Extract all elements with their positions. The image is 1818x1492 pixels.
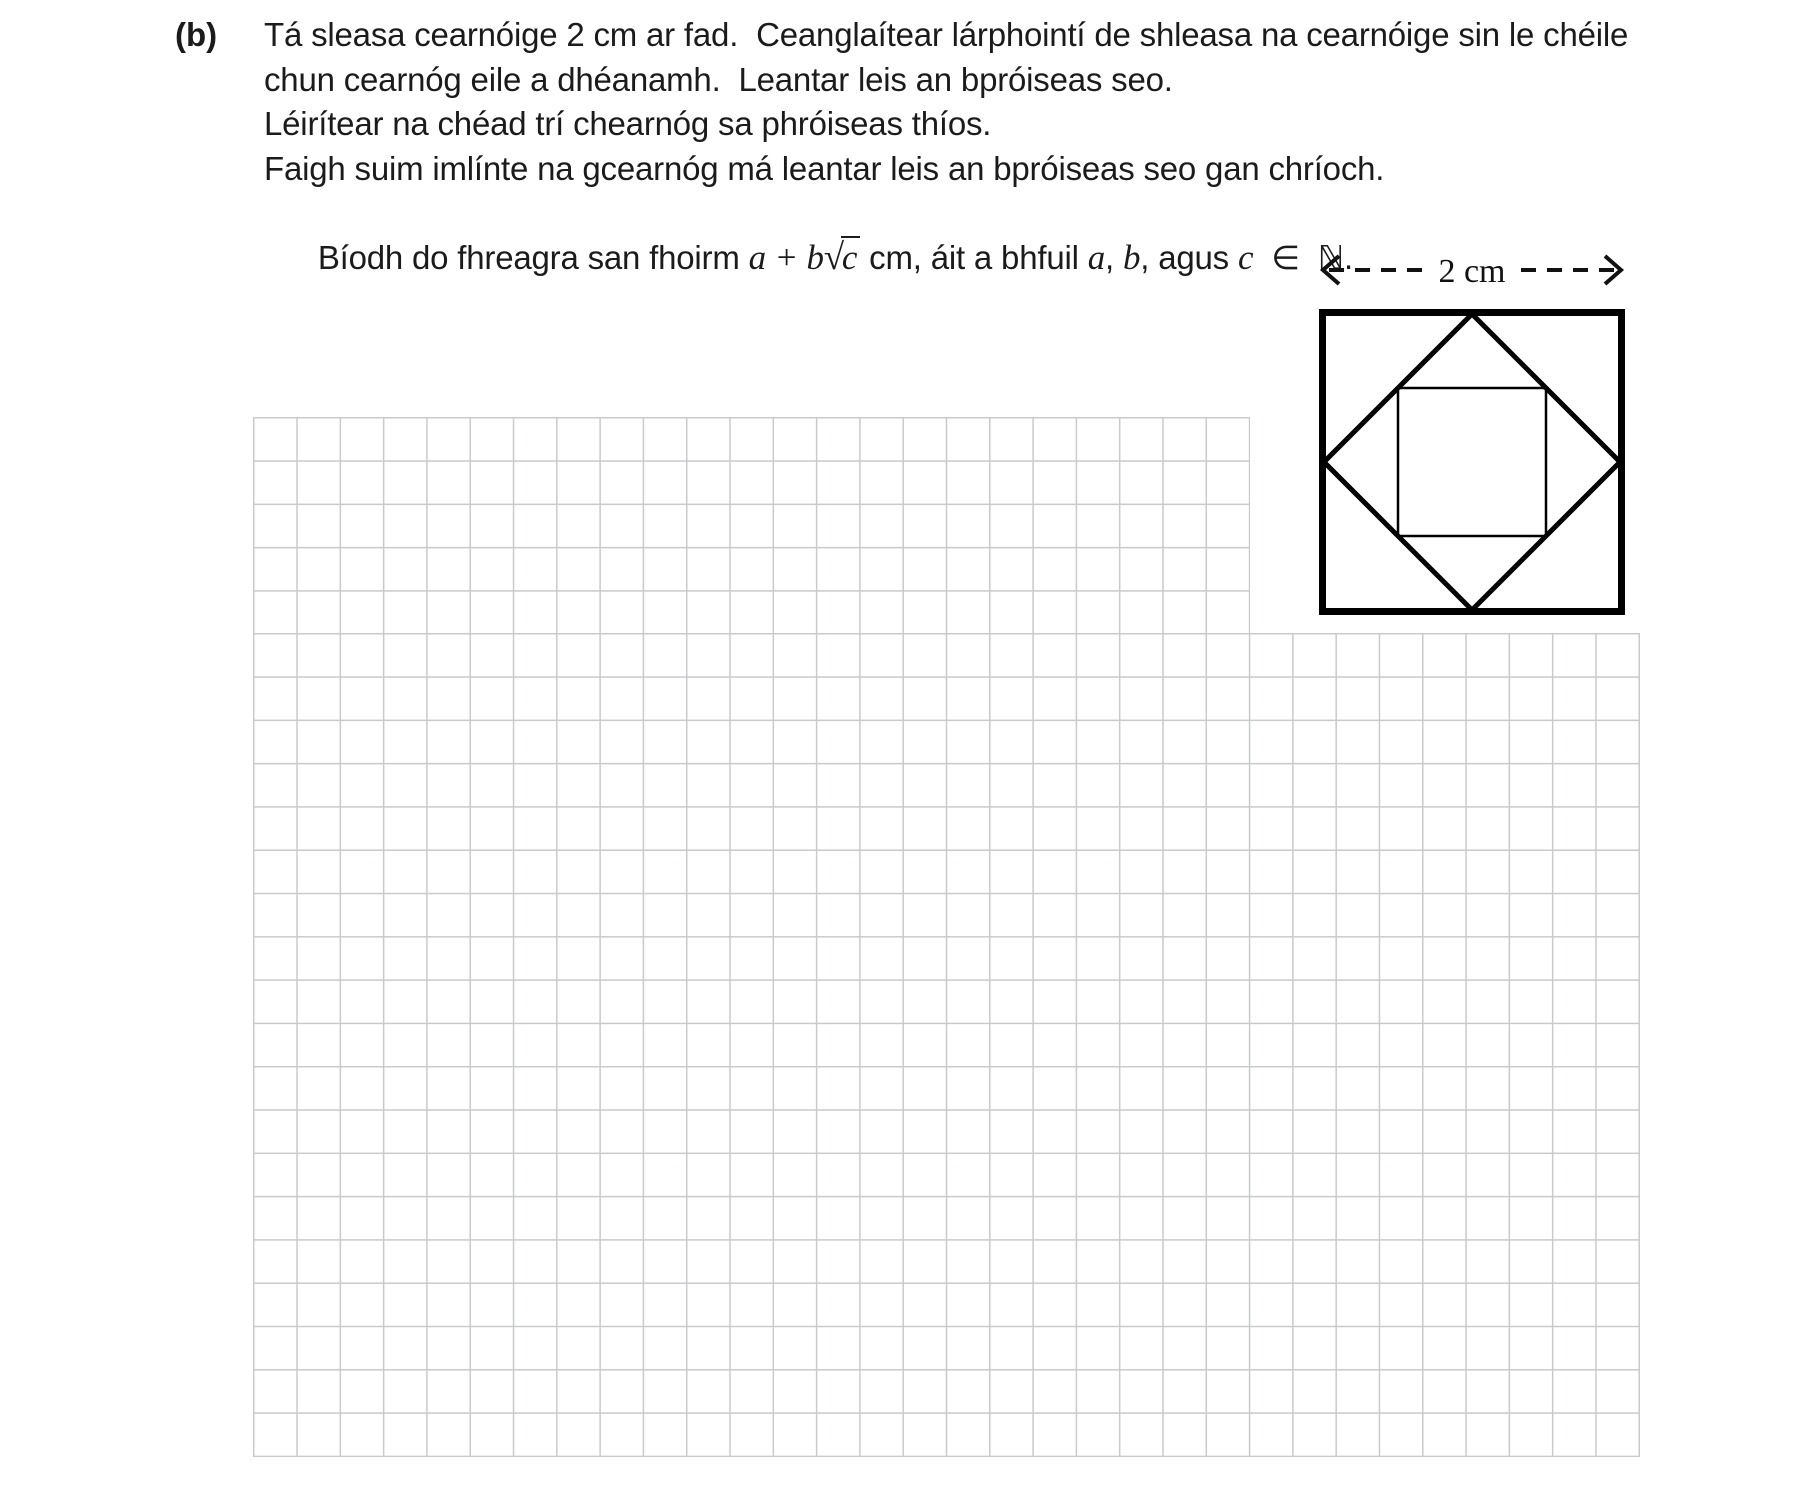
math-var-c2: c: [1237, 237, 1254, 277]
math-var-a: a: [748, 237, 766, 277]
formula-membership: ∈ ℕ.: [1253, 238, 1353, 276]
formula-sep1: ,: [1105, 238, 1123, 276]
grid-paper-lower: [253, 633, 1640, 1457]
formula-mid: cm, áit a bhfuil: [860, 238, 1088, 276]
question-line-1: Tá sleasa cearnóige 2 cm ar fad. Ceanglaítear lárphointí de shleasa na cearnóige sin le chéile: [264, 16, 1629, 53]
formula-sep2: , agus: [1140, 238, 1238, 276]
question-label: (b): [175, 16, 218, 53]
math-var-c-radicand: c: [841, 236, 860, 277]
nested-squares-figure: [1319, 309, 1625, 615]
question-line-2: chun cearnóg eile a dhéanamh. Leantar leis an bpróiseas seo.: [264, 60, 1173, 98]
outer-square: [1323, 313, 1622, 612]
question-line-4: Faigh suim imlínte na gcearnóg má leantar leis an bpróiseas seo gan chríoch.: [264, 149, 1385, 187]
middle-square-diamond: [1324, 314, 1620, 610]
math-sqrt: [823, 236, 860, 278]
dimension-text: 2 cm: [1438, 253, 1506, 290]
math-var-a2: a: [1087, 237, 1106, 277]
grid-paper-upper: [253, 417, 1250, 633]
formula-prefix: Bíodh do fhreagra san fhoirm: [317, 238, 749, 276]
math-var-b: b: [806, 237, 824, 277]
radical-sign: √: [823, 236, 844, 278]
math-var-b2: b: [1122, 237, 1141, 277]
math-plus: +: [765, 237, 807, 277]
inner-square: [1398, 388, 1546, 536]
question-line-3: Léirítear na chéad trí chearnóg sa phróiseas thíos.: [264, 105, 992, 142]
dimension-label: [1319, 248, 1625, 292]
